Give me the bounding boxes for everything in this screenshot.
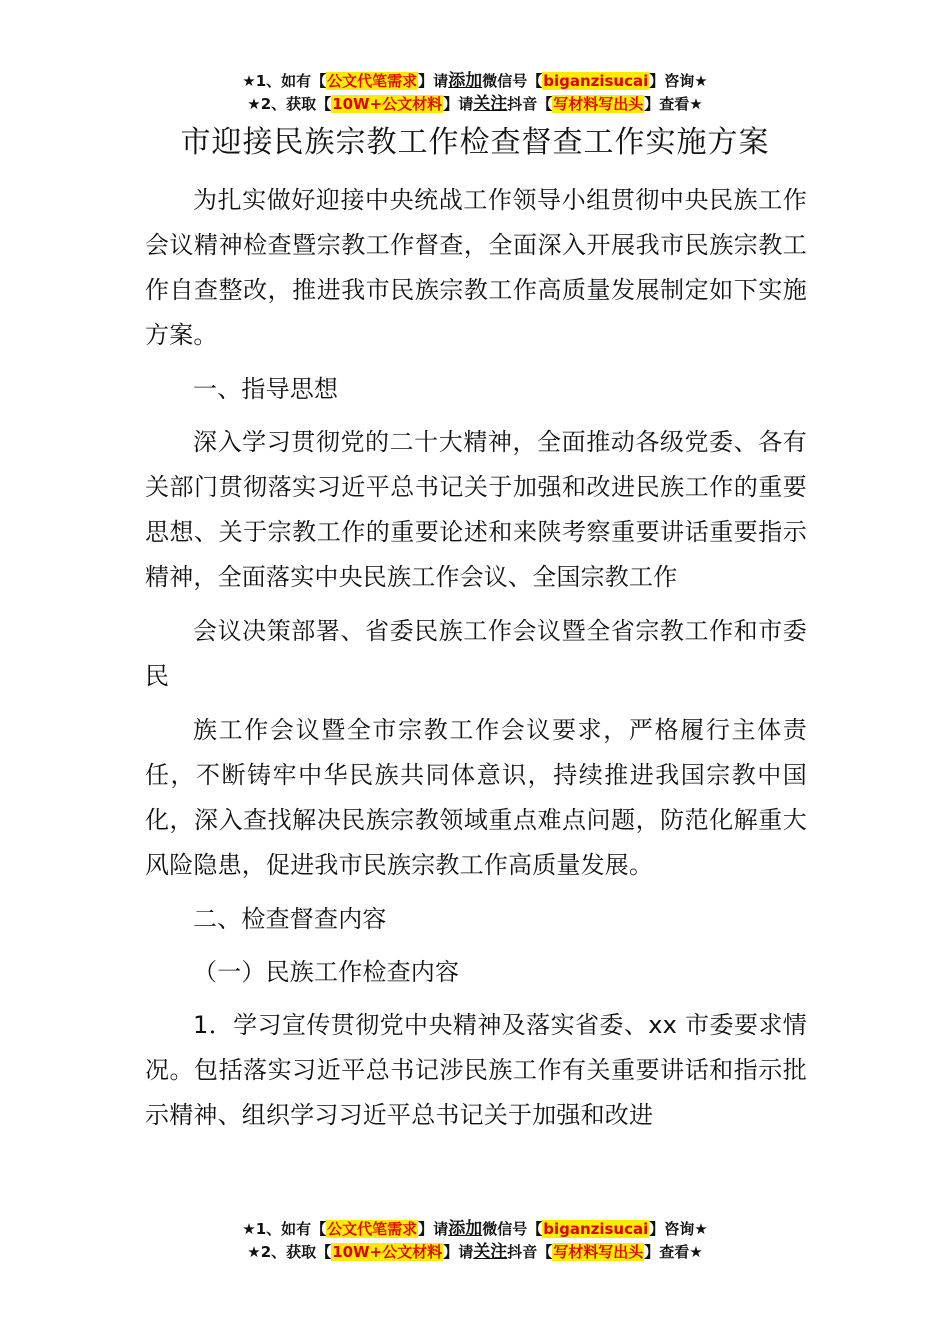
banner-highlight-wechat-id: biganzisucai bbox=[543, 72, 649, 90]
banner-highlight-wechat-id: biganzisucai bbox=[543, 1220, 649, 1238]
banner-text: ★1、如有【 bbox=[242, 72, 327, 90]
paragraph-guiding-thought: 深入学习贯彻党的二十大精神，全面推动各级党委、各有关部门贯彻落实习近平总书记关于加强和改进民族工作的重要思想、关于宗教工作的重要论述和来陕考察重要讲话重要指示精神，全面落实中央民族工作会议、全国宗教工作 bbox=[145, 428, 807, 591]
subsection-heading-1: （一）民族工作检查内容 bbox=[193, 958, 460, 986]
banner-highlight-materials: 10W+公文材料 bbox=[332, 95, 443, 113]
banner-line-2 bbox=[0, 93, 950, 116]
banner-text: 】咨询★ bbox=[649, 1220, 708, 1238]
banner-text: 微信号【 bbox=[482, 1220, 543, 1238]
banner-text: 抖音【 bbox=[507, 1243, 553, 1261]
banner-line-1 bbox=[0, 1218, 950, 1241]
banner-underlined-follow: 关注 bbox=[473, 1242, 508, 1262]
banner-text: ★1、如有【 bbox=[242, 1220, 327, 1238]
banner-text: ★2、获取【 bbox=[247, 1243, 332, 1261]
document-title: 市迎接民族宗教工作检查督查工作实施方案 bbox=[180, 125, 770, 160]
banner-text: ★2、获取【 bbox=[247, 95, 332, 113]
banner-highlight-douyin: 写材料写出头 bbox=[553, 95, 644, 113]
section-heading-1: 一、指导思想 bbox=[193, 375, 339, 403]
paragraph-continuation-2: 族工作会议暨全市宗教工作会议要求，严格履行主体责任，不断铸牢中华民族共同体意识，持续推进我国宗教中国化，深入查找解决民族宗教领域重点难点问题，防范化解重大风险隐患，促进我市民族宗教工作高质量发展。 bbox=[145, 716, 807, 879]
banner-highlight-service: 公文代笔需求 bbox=[327, 1220, 418, 1238]
section-heading-2: 二、检查督查内容 bbox=[193, 905, 387, 933]
banner-text: 】请 bbox=[443, 95, 474, 113]
banner-text: 微信号【 bbox=[482, 72, 543, 90]
bottom-banner bbox=[0, 1218, 950, 1264]
banner-text: 】请 bbox=[443, 1243, 474, 1261]
banner-text: 抖音【 bbox=[507, 95, 553, 113]
banner-highlight-douyin: 写材料写出头 bbox=[553, 1243, 644, 1261]
paragraph-intro: 为扎实做好迎接中央统战工作领导小组贯彻中央民族工作会议精神检查暨宗教工作督查，全面深入开展我市民族宗教工作自查整改，推进我市民族宗教工作高质量发展制定如下实施方案。 bbox=[145, 186, 807, 349]
banner-text: 】查看★ bbox=[644, 95, 703, 113]
banner-highlight-materials: 10W+公文材料 bbox=[332, 1243, 443, 1261]
banner-text: 】查看★ bbox=[644, 1243, 703, 1261]
banner-text: 】咨询★ bbox=[649, 72, 708, 90]
banner-text: 】请 bbox=[418, 72, 449, 90]
banner-text: 】请 bbox=[418, 1220, 449, 1238]
banner-line-2 bbox=[0, 1241, 950, 1264]
paragraph-item-1: 1．学习宣传贯彻党中央精神及落实省委、xx 市委要求情况。包括落实习近平总书记涉民族工作有关重要讲话和指示批示精神、组织学习习近平总书记关于加强和改进 bbox=[145, 1011, 807, 1129]
banner-line-1 bbox=[0, 70, 950, 93]
document-body bbox=[145, 178, 807, 1147]
top-banner bbox=[0, 70, 950, 116]
banner-underlined-follow: 关注 bbox=[473, 94, 508, 114]
paragraph-continuation-1: 会议决策部署、省委民族工作会议暨全省宗教工作和市委民 bbox=[145, 617, 807, 690]
banner-highlight-service: 公文代笔需求 bbox=[327, 72, 418, 90]
banner-underlined-add: 添加 bbox=[448, 71, 483, 91]
banner-underlined-add: 添加 bbox=[448, 1219, 483, 1239]
